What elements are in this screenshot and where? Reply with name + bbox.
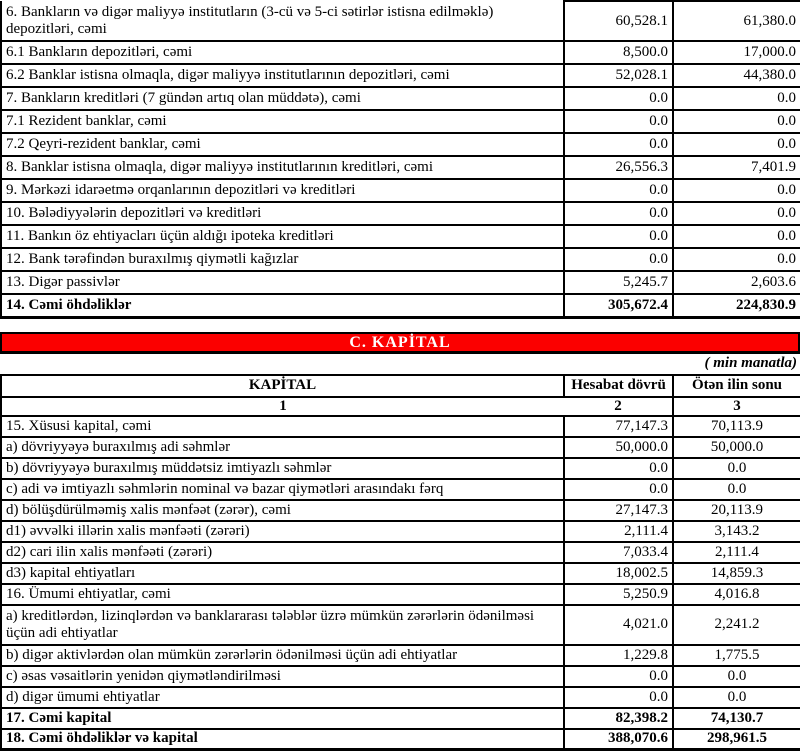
previous-period-value: 61,380.0 bbox=[673, 1, 800, 41]
current-period-value: 4,021.0 bbox=[564, 605, 673, 645]
current-period-value: 26,556.3 bbox=[564, 156, 673, 179]
previous-period-value: 0.0 bbox=[673, 202, 800, 225]
previous-period-value: 0.0 bbox=[673, 87, 800, 110]
row-label: 6.2 Banklar istisna olmaqla, digər maliyyə institutlarının depozitləri, cəmi bbox=[1, 64, 564, 87]
capital-section-banner: C. KAPİTAL bbox=[0, 332, 800, 354]
table-row bbox=[1, 133, 800, 156]
current-period-value: 388,070.6 bbox=[564, 729, 673, 750]
row-label: 14. Cəmi öhdəliklər bbox=[1, 294, 564, 317]
table-row bbox=[1, 64, 800, 87]
row-label: 7.1 Rezident banklar, cəmi bbox=[1, 110, 564, 133]
previous-period-value: 0.0 bbox=[673, 248, 800, 271]
current-period-value: 2,111.4 bbox=[564, 521, 673, 542]
previous-period-value: 7,401.9 bbox=[673, 156, 800, 179]
table-row bbox=[1, 458, 800, 479]
current-period-value: 0.0 bbox=[564, 248, 673, 271]
current-period-value: 0.0 bbox=[564, 458, 673, 479]
previous-period-value: 298,961.5 bbox=[673, 729, 800, 750]
current-period-value: 82,398.2 bbox=[564, 708, 673, 729]
previous-period-value: 0.0 bbox=[673, 687, 800, 708]
current-period-value: 0.0 bbox=[564, 225, 673, 248]
current-period-value: 0.0 bbox=[564, 110, 673, 133]
capital-header-label: KAPİTAL bbox=[1, 375, 564, 397]
table-row bbox=[1, 500, 800, 521]
previous-period-value: 1,775.5 bbox=[673, 645, 800, 666]
previous-period-value: 0.0 bbox=[673, 666, 800, 687]
table-row bbox=[1, 521, 800, 542]
current-period-value: 0.0 bbox=[564, 179, 673, 202]
current-period-value: 0.0 bbox=[564, 87, 673, 110]
row-label: d1) əvvəlki illərin xalis mənfəəti (zərəri) bbox=[1, 521, 564, 542]
row-label: c) əsas vəsaitlərin yenidən qiymətləndirilməsi bbox=[1, 666, 564, 687]
current-period-value: 18,002.5 bbox=[564, 563, 673, 584]
column-number-2: 2 bbox=[564, 397, 673, 416]
current-period-value: 60,528.1 bbox=[564, 1, 673, 41]
table-row bbox=[1, 584, 800, 605]
previous-period-value: 70,113.9 bbox=[673, 416, 800, 437]
previous-period-value: 0.0 bbox=[673, 479, 800, 500]
row-label: d) digər ümumi ehtiyatlar bbox=[1, 687, 564, 708]
previous-period-value: 0.0 bbox=[673, 133, 800, 156]
previous-period-value: 224,830.9 bbox=[673, 294, 800, 317]
table-row bbox=[1, 41, 800, 64]
current-period-value: 50,000.0 bbox=[564, 437, 673, 458]
row-label: d2) cari ilin xalis mənfəəti (zərəri) bbox=[1, 542, 564, 563]
table-row bbox=[1, 645, 800, 666]
table-row bbox=[1, 156, 800, 179]
row-label: d) bölüşdürülməmiş xalis mənfəət (zərər), cəmi bbox=[1, 500, 564, 521]
table-row bbox=[1, 666, 800, 687]
previous-period-value: 4,016.8 bbox=[673, 584, 800, 605]
current-period-value: 305,672.4 bbox=[564, 294, 673, 317]
row-label: a) kreditlərdən, lizinqlərdən və banklararası tələblər üzrə mümkün zərərlərin ödənilməsi üçün adi ehtiyatlar bbox=[1, 605, 564, 645]
row-label: 10. Bələdiyyələrin depozitləri və kreditləri bbox=[1, 202, 564, 225]
previous-period-value: 3,143.2 bbox=[673, 521, 800, 542]
header-current-period: Hesabat dövrü bbox=[564, 375, 673, 397]
table-row bbox=[1, 179, 800, 202]
header-previous-period: Ötən ilin sonu bbox=[673, 375, 800, 397]
row-label: 12. Bank tərəfindən buraxılmış qiymətli kağızlar bbox=[1, 248, 564, 271]
table-row bbox=[1, 1, 800, 41]
row-label: b) digər aktivlərdən olan mümkün zərərlərin ödənilməsi üçün adi ehtiyatlar bbox=[1, 645, 564, 666]
row-label: 18. Cəmi öhdəliklər və kapital bbox=[1, 729, 564, 750]
table-row bbox=[1, 687, 800, 708]
previous-period-value: 0.0 bbox=[673, 110, 800, 133]
units-note: ( min manatla) bbox=[704, 354, 797, 371]
previous-period-value: 0.0 bbox=[673, 458, 800, 479]
row-label: a) dövriyyəyə buraxılmış adi səhmlər bbox=[1, 437, 564, 458]
row-label: 8. Banklar istisna olmaqla, digər maliyyə institutlarının kreditləri, cəmi bbox=[1, 156, 564, 179]
previous-period-value: 2,603.6 bbox=[673, 271, 800, 294]
previous-period-value: 17,000.0 bbox=[673, 41, 800, 64]
row-label: 6. Bankların və digər maliyyə institutların (3-cü və 5-ci sətirlər istisna edilməklə) depozitləri, cəmi bbox=[1, 1, 564, 41]
row-label: c) adi və imtiyazlı səhmlərin nominal və bazar qiymətləri arasındakı fərq bbox=[1, 479, 564, 500]
table-row bbox=[1, 110, 800, 133]
table-row bbox=[1, 708, 800, 729]
previous-period-value: 20,113.9 bbox=[673, 500, 800, 521]
table-row bbox=[1, 479, 800, 500]
current-period-value: 0.0 bbox=[564, 666, 673, 687]
current-period-value: 5,250.9 bbox=[564, 584, 673, 605]
row-label: 7.2 Qeyri-rezident banklar, cəmi bbox=[1, 133, 564, 156]
capital-table bbox=[0, 374, 800, 752]
current-period-value: 8,500.0 bbox=[564, 41, 673, 64]
current-period-value: 5,245.7 bbox=[564, 271, 673, 294]
table-row bbox=[1, 542, 800, 563]
current-period-value: 7,033.4 bbox=[564, 542, 673, 563]
table-row bbox=[1, 271, 800, 294]
current-period-value: 77,147.3 bbox=[564, 416, 673, 437]
current-period-value: 0.0 bbox=[564, 133, 673, 156]
previous-period-value: 0.0 bbox=[673, 179, 800, 202]
current-period-value: 52,028.1 bbox=[564, 64, 673, 87]
row-label: 11. Bankın öz ehtiyacları üçün aldığı ipoteka kreditləri bbox=[1, 225, 564, 248]
table-row bbox=[1, 294, 800, 317]
column-number-1: 1 bbox=[1, 397, 564, 416]
table-row bbox=[1, 225, 800, 248]
table-row bbox=[1, 416, 800, 437]
previous-period-value: 74,130.7 bbox=[673, 708, 800, 729]
previous-period-value: 0.0 bbox=[673, 225, 800, 248]
previous-period-value: 2,241.2 bbox=[673, 605, 800, 645]
row-label: 6.1 Bankların depozitləri, cəmi bbox=[1, 41, 564, 64]
previous-period-value: 2,111.4 bbox=[673, 542, 800, 563]
table-row bbox=[1, 729, 800, 750]
column-number-3: 3 bbox=[673, 397, 800, 416]
table-row bbox=[1, 87, 800, 110]
liabilities-table bbox=[0, 0, 800, 319]
current-period-value: 0.0 bbox=[564, 479, 673, 500]
column-numbers-row bbox=[1, 397, 800, 416]
current-period-value: 1,229.8 bbox=[564, 645, 673, 666]
current-period-value: 27,147.3 bbox=[564, 500, 673, 521]
capital-table-header-row bbox=[1, 375, 800, 397]
row-label: 9. Mərkəzi idarəetmə orqanlarının depozitləri və kreditləri bbox=[1, 179, 564, 202]
current-period-value: 0.0 bbox=[564, 202, 673, 225]
row-label: 7. Bankların kreditləri (7 gündən artıq olan müddətə), cəmi bbox=[1, 87, 564, 110]
row-label: b) dövriyyəyə buraxılmış müddətsiz imtiyazlı səhmlər bbox=[1, 458, 564, 479]
row-label: d3) kapital ehtiyatları bbox=[1, 563, 564, 584]
row-label: 16. Ümumi ehtiyatlar, cəmi bbox=[1, 584, 564, 605]
previous-period-value: 14,859.3 bbox=[673, 563, 800, 584]
previous-period-value: 44,380.0 bbox=[673, 64, 800, 87]
current-period-value: 0.0 bbox=[564, 687, 673, 708]
previous-period-value: 50,000.0 bbox=[673, 437, 800, 458]
table-row bbox=[1, 605, 800, 645]
row-label: 15. Xüsusi kapital, cəmi bbox=[1, 416, 564, 437]
table-row bbox=[1, 437, 800, 458]
row-label: 13. Digər passivlər bbox=[1, 271, 564, 294]
table-row bbox=[1, 248, 800, 271]
row-label: 17. Cəmi kapital bbox=[1, 708, 564, 729]
table-row bbox=[1, 563, 800, 584]
table-row bbox=[1, 202, 800, 225]
